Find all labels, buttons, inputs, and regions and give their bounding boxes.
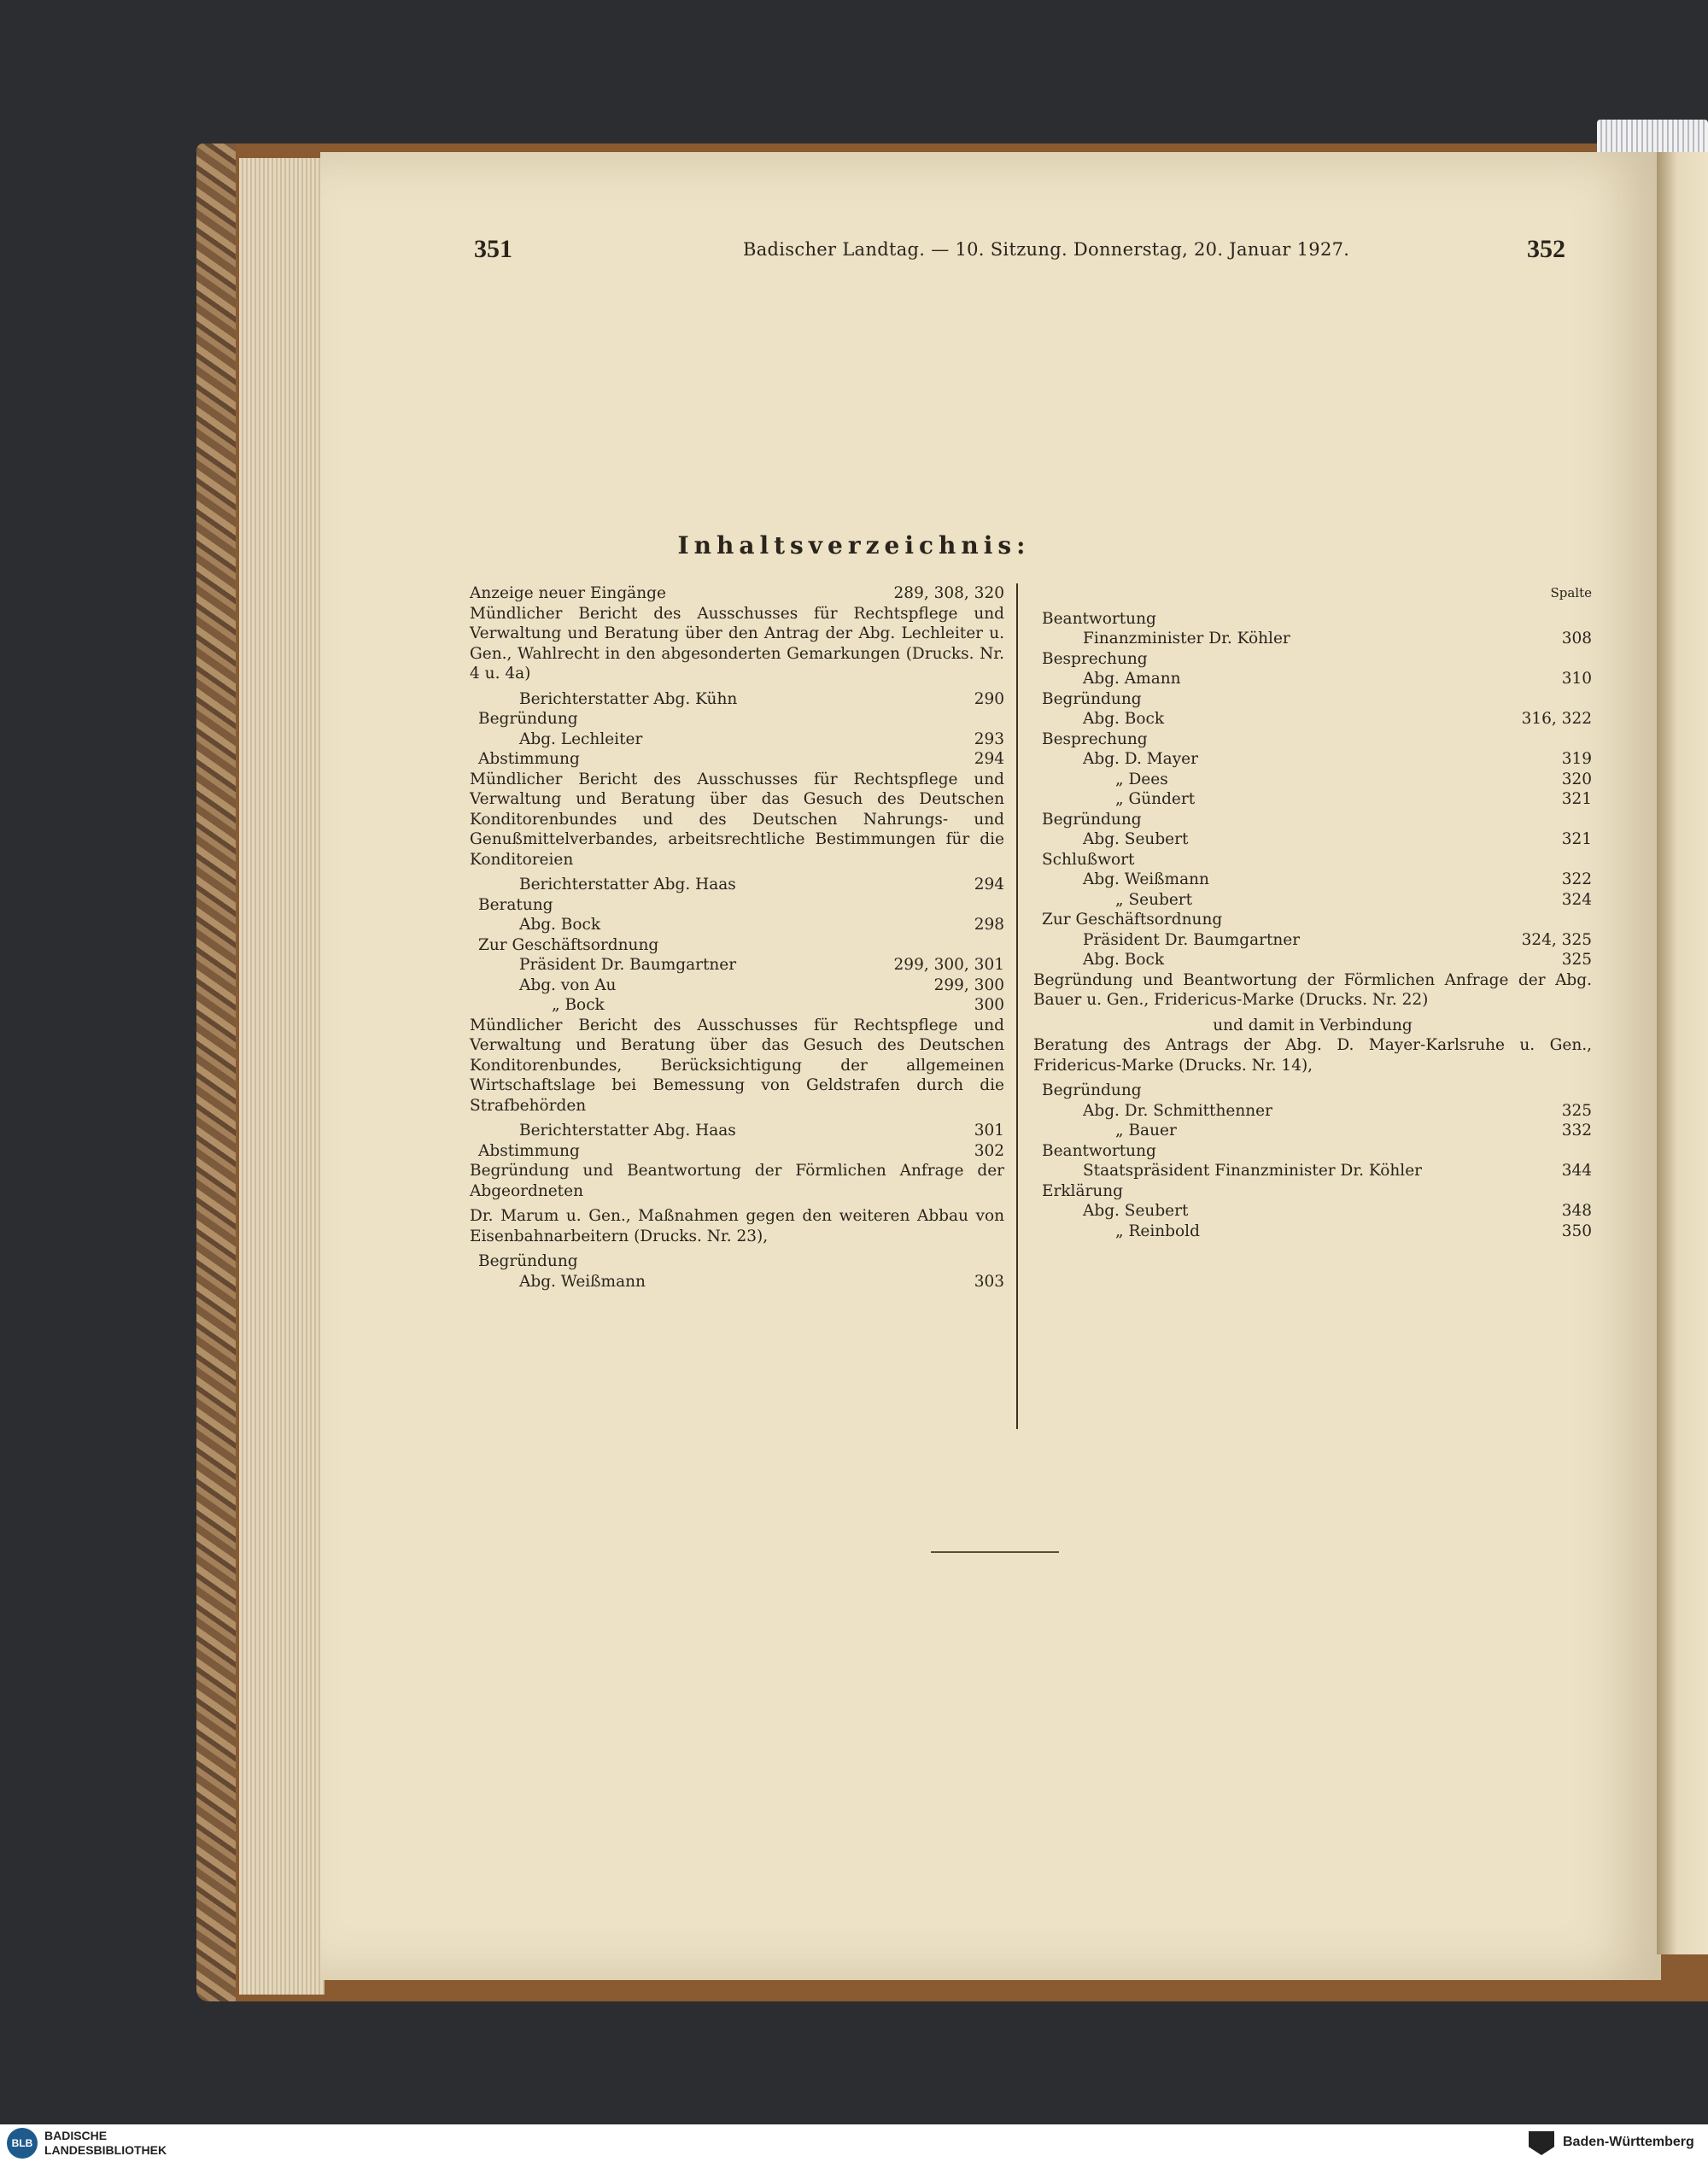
toc-entry-label: „ Bauer bbox=[1115, 1122, 1177, 1140]
toc-entry-pages: 350 bbox=[1561, 1222, 1592, 1240]
toc-entry-label: Begründung bbox=[1042, 810, 1142, 829]
toc-entry-label: Staatspräsident Finanzminister Dr. Köhler bbox=[1083, 1162, 1422, 1180]
toc-entry-label: Besprechung bbox=[1042, 729, 1148, 748]
toc-entry bbox=[1033, 1141, 1592, 1162]
toc-entry-label: Berichterstatter Abg. Haas bbox=[519, 1122, 736, 1140]
footer-bar bbox=[0, 2124, 1708, 2162]
toc-entry-label: Abg. Dr. Schmitthenner bbox=[1083, 1101, 1272, 1120]
toc-entry bbox=[470, 1121, 1004, 1141]
toc-entry bbox=[1033, 749, 1592, 770]
toc-entry-pages: 325 bbox=[1561, 951, 1592, 969]
toc-entry-pages: 303 bbox=[974, 1272, 1004, 1291]
toc-entry-pages: 324 bbox=[1561, 890, 1592, 909]
library-name-line1: BADISCHE bbox=[44, 2129, 108, 2142]
toc-entry bbox=[1033, 829, 1592, 850]
toc-entry bbox=[1033, 890, 1592, 911]
toc-entry bbox=[1033, 1161, 1592, 1181]
toc-entry bbox=[1033, 930, 1592, 951]
toc-entry-label: Abg. von Au bbox=[519, 976, 617, 994]
toc-heading: Mündlicher Bericht des Ausschusses für Rechtspflege und Verwaltung und Beratung über das Gesuch des Deutschen Konditorenbundes und des Deutschen Nahrungs- und Genußmittelverbandes, arbeitsrechtliche Bestimmungen für die Konditoreien bbox=[470, 770, 1004, 869]
column-divider bbox=[1016, 583, 1018, 1429]
toc-entry bbox=[470, 915, 1004, 935]
toc-entry-pages: 332 bbox=[1561, 1122, 1592, 1140]
toc-heading: Begründung und Beantwortung der Förmlichen Anfrage der Abg. Bauer u. Gen., Fridericus-Marke (Drucks. Nr. 22) bbox=[1033, 970, 1592, 1009]
toc-entry bbox=[1033, 1222, 1592, 1242]
toc-entry-label: Begründung bbox=[1042, 1081, 1142, 1099]
toc-entry-pages: 325 bbox=[1561, 1101, 1592, 1120]
toc-entry-label: Anzeige neuer Eingänge bbox=[470, 584, 666, 602]
toc-entry-pages: 294 bbox=[974, 876, 1004, 894]
library-name[interactable] bbox=[44, 2129, 167, 2158]
toc-entry bbox=[1033, 669, 1592, 689]
toc-right-column bbox=[1033, 583, 1592, 1241]
toc-entry-pages: 319 bbox=[1561, 750, 1592, 768]
toc-entry-pages: 321 bbox=[1561, 830, 1592, 848]
toc-entry-label: Beantwortung bbox=[1042, 1141, 1156, 1160]
toc-entry bbox=[1033, 1181, 1592, 1202]
toc-entry bbox=[1033, 609, 1592, 630]
toc-entry-label: Abg. Bock bbox=[519, 916, 601, 934]
toc-entry-label: „ Dees bbox=[1115, 770, 1168, 788]
toc-entry bbox=[1033, 629, 1592, 649]
toc-entry-label: Schlußwort bbox=[1042, 850, 1135, 869]
toc-entry bbox=[470, 583, 1004, 604]
facing-page-edge bbox=[1657, 152, 1708, 1954]
toc-entry bbox=[470, 709, 1004, 729]
toc-entry-label: Abg. Bock bbox=[1083, 951, 1165, 969]
toc-entry bbox=[1033, 950, 1592, 970]
blb-logo-icon[interactable]: BLB bbox=[7, 2128, 38, 2159]
toc-entry-label: Abg. Bock bbox=[1083, 710, 1165, 728]
toc-entry-label: Begründung bbox=[478, 1252, 578, 1270]
toc-entry-pages: 302 bbox=[974, 1141, 1004, 1160]
toc-entry-label: Abg. Amann bbox=[1083, 670, 1181, 688]
toc-entry-pages: 310 bbox=[1561, 670, 1592, 688]
column-label: Spalte bbox=[1550, 585, 1592, 601]
toc-heading: Mündlicher Bericht des Ausschusses für Rechtspflege und Verwaltung und Beratung über das Gesuch des Deutschen Konditorenbundes, Berücksichtigung der allgemeinen Wirtschaftslage bei Bemessung von Geldstrafen durch die Strafbehörden bbox=[470, 1016, 1004, 1115]
toc-entry-pages: 300 bbox=[974, 996, 1004, 1014]
toc-entry-label: Begründung bbox=[478, 710, 578, 728]
toc-entry bbox=[1033, 1101, 1592, 1122]
toc-entry-label: Präsident Dr. Baumgartner bbox=[519, 956, 737, 974]
toc-entry bbox=[1033, 1081, 1592, 1101]
toc-connector: und damit in Verbindung bbox=[1213, 1016, 1413, 1034]
toc-entry-label: Berichterstatter Abg. Kühn bbox=[519, 689, 738, 708]
toc-entry bbox=[1033, 729, 1592, 750]
toc-entry-label: Beratung bbox=[478, 895, 553, 914]
toc-entry-pages: 301 bbox=[974, 1122, 1004, 1140]
toc-entry-label: Abstimmung bbox=[478, 750, 580, 768]
left-page-number: 351 bbox=[474, 235, 512, 263]
toc-entry bbox=[1033, 709, 1592, 729]
toc-entry-label: Begründung bbox=[1042, 689, 1142, 708]
toc-entry bbox=[1033, 1201, 1592, 1222]
toc-entry bbox=[470, 1251, 1004, 1272]
coat-of-arms-icon[interactable] bbox=[1529, 2131, 1554, 2155]
toc-entry bbox=[1033, 789, 1592, 810]
toc-entry bbox=[1033, 850, 1592, 870]
right-page-number: 352 bbox=[1527, 235, 1565, 263]
toc-entry-pages: 348 bbox=[1561, 1202, 1592, 1220]
toc-heading: Beratung des Antrags der Abg. D. Mayer-Karlsruhe u. Gen., Fridericus-Marke (Drucks. Nr. 14), bbox=[1033, 1036, 1592, 1075]
state-name[interactable]: Baden-Württemberg bbox=[1563, 2135, 1694, 2149]
toc-entry-label: Abg. Lechleiter bbox=[519, 729, 643, 748]
running-header: Badischer Landtag. — 10. Sitzung. Donnerstag, 20. Januar 1927. bbox=[743, 239, 1350, 260]
toc-entry bbox=[470, 749, 1004, 770]
toc-entry-pages: 308 bbox=[1561, 630, 1592, 647]
toc-entry-label: Abg. Seubert bbox=[1083, 830, 1189, 848]
toc-entry bbox=[1033, 910, 1592, 930]
toc-left-column bbox=[470, 583, 1004, 1292]
toc-heading: Dr. Marum u. Gen., Maßnahmen gegen den weiteren Abbau von Eisenbahnarbeitern (Drucks. Nr. 23), bbox=[470, 1207, 1004, 1245]
toc-entry-label: Zur Geschäftsordnung bbox=[478, 935, 659, 954]
toc-entry-pages: 316, 322 bbox=[1521, 710, 1592, 728]
toc-entry bbox=[470, 1272, 1004, 1292]
toc-entry-pages: 299, 300, 301 bbox=[893, 956, 1004, 974]
toc-entry bbox=[470, 689, 1004, 710]
toc-entry-pages: 290 bbox=[974, 689, 1004, 708]
toc-entry-label: Finanzminister Dr. Köhler bbox=[1083, 630, 1290, 647]
end-rule bbox=[931, 1551, 1059, 1553]
toc-entry-label: Präsident Dr. Baumgartner bbox=[1083, 930, 1301, 949]
toc-entry-pages: 324, 325 bbox=[1521, 930, 1592, 949]
toc-entry bbox=[1033, 870, 1592, 890]
toc-entry-pages: 293 bbox=[974, 729, 1004, 748]
toc-entry bbox=[470, 729, 1004, 750]
toc-entry bbox=[470, 895, 1004, 916]
toc-entry-pages: 321 bbox=[1561, 790, 1592, 808]
toc-entry bbox=[470, 995, 1004, 1016]
toc-entry-pages: 344 bbox=[1561, 1162, 1592, 1180]
toc-entry-label: „ Seubert bbox=[1115, 890, 1193, 909]
marbled-cover-edge bbox=[196, 144, 236, 2001]
toc-entry-label: Abg. Seubert bbox=[1083, 1202, 1189, 1220]
toc-entry-label: Berichterstatter Abg. Haas bbox=[519, 876, 736, 894]
toc-entry-label: Abg. Weißmann bbox=[519, 1272, 646, 1291]
library-name-line2: LANDESBIBLIOTHEK bbox=[44, 2143, 167, 2157]
toc-heading: Mündlicher Bericht des Ausschusses für Rechtspflege und Verwaltung und Beratung über den Antrag der Abg. Lechleiter u. Gen., Wahlrecht in den abgesonderten Gemarkungen (Drucks. Nr. 4 u. 4a) bbox=[470, 604, 1004, 683]
toc-heading: Begründung und Beantwortung der Förmlichen Anfrage der Abgeordneten bbox=[470, 1162, 1004, 1200]
toc-entry-pages: 322 bbox=[1561, 870, 1592, 888]
toc-entry-pages: 298 bbox=[974, 916, 1004, 934]
toc-title: Inhaltsverzeichnis: bbox=[677, 531, 1031, 560]
toc-entry-label: Abg. Weißmann bbox=[1083, 870, 1209, 888]
toc-entry-label: Abstimmung bbox=[478, 1141, 580, 1160]
toc-entry-pages: 294 bbox=[974, 750, 1004, 768]
toc-entry-pages: 299, 300 bbox=[933, 976, 1004, 994]
toc-entry-label: Abg. D. Mayer bbox=[1083, 750, 1198, 768]
toc-entry-pages: 320 bbox=[1561, 770, 1592, 788]
stacked-page-edges bbox=[239, 158, 325, 1995]
toc-entry-label: Erklärung bbox=[1042, 1181, 1124, 1200]
toc-entry bbox=[470, 955, 1004, 976]
toc-entry bbox=[1033, 1121, 1592, 1141]
toc-entry-pages: 289, 308, 320 bbox=[893, 584, 1004, 602]
toc-entry bbox=[470, 935, 1004, 956]
toc-entry bbox=[470, 875, 1004, 895]
toc-entry bbox=[1033, 810, 1592, 830]
toc-entry-label: Besprechung bbox=[1042, 649, 1148, 668]
toc-entry bbox=[470, 1141, 1004, 1162]
toc-entry bbox=[1033, 770, 1592, 790]
toc-entry-label: „ Gündert bbox=[1115, 790, 1196, 808]
toc-entry-label: „ Reinbold bbox=[1115, 1222, 1200, 1240]
toc-entry bbox=[1033, 649, 1592, 670]
toc-entry bbox=[1033, 689, 1592, 710]
toc-entry-label: Zur Geschäftsordnung bbox=[1042, 911, 1223, 929]
toc-entry bbox=[470, 976, 1004, 996]
toc-entry-label: „ Bock bbox=[552, 996, 605, 1014]
toc-entry-label: Beantwortung bbox=[1042, 609, 1156, 628]
